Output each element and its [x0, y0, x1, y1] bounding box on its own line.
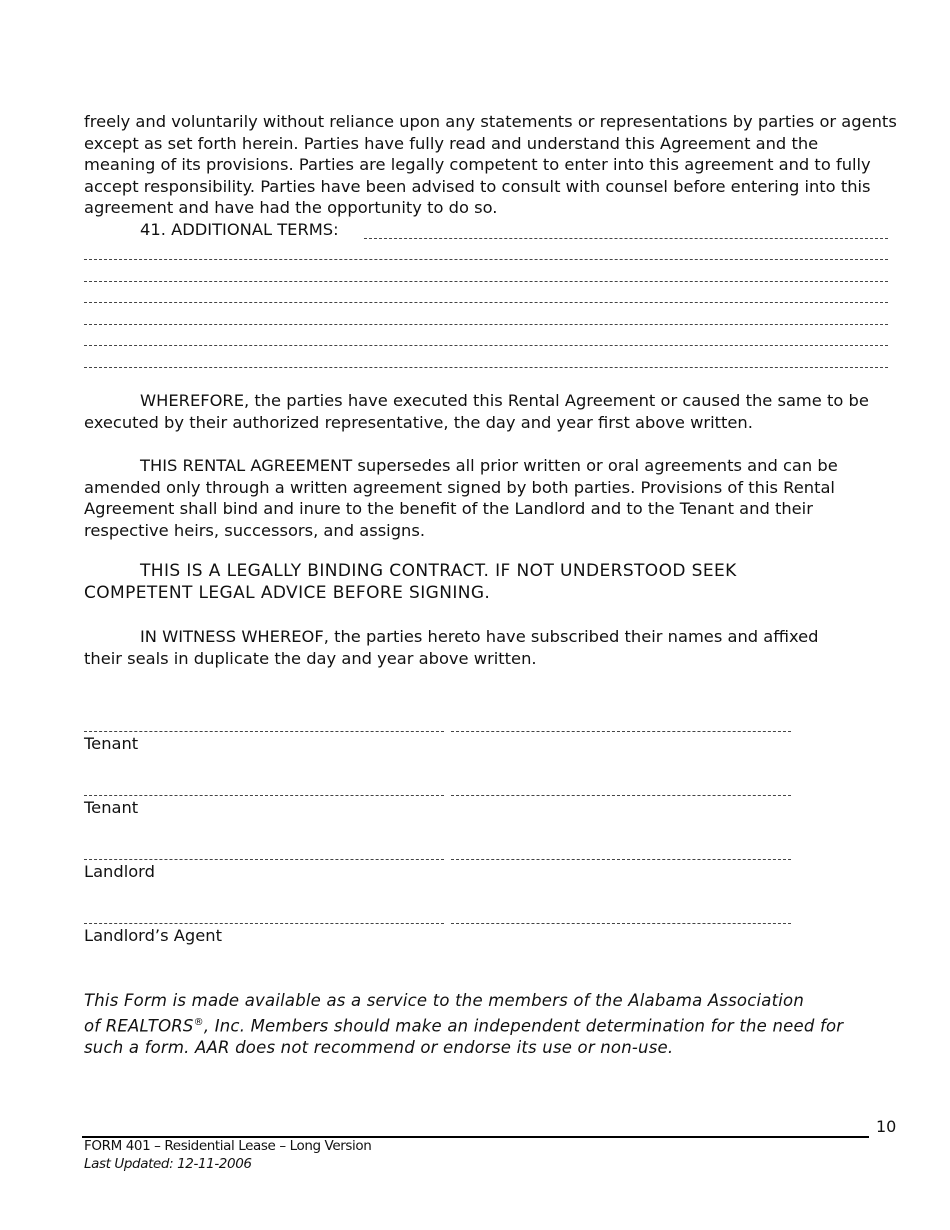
disclaimer-text: of REALTORS [84, 1016, 194, 1035]
signature-line[interactable] [84, 731, 444, 732]
additional-terms-label: 41. ADDITIONAL TERMS: [140, 220, 339, 239]
witness-line: their seals in duplicate the day and year above written. [84, 648, 537, 668]
additional-terms-line[interactable] [84, 367, 888, 368]
signature-label-tenant: Tenant [84, 734, 139, 753]
additional-terms-line[interactable] [84, 345, 888, 346]
disclaimer-line: This Form is made available as a service to the members of the Alabama Association [84, 991, 805, 1010]
wherefore-line: WHEREFORE, the parties have executed this Rental Agreement or caused the same to be [140, 391, 869, 410]
signature-line[interactable] [84, 795, 444, 796]
additional-terms-line[interactable] [84, 302, 888, 303]
page-number: 10 [876, 1117, 897, 1136]
signature-label-landlord-agent: Landlord’s Agent [84, 926, 222, 945]
wherefore-paragraph [84, 390, 894, 433]
intro-line: freely and voluntarily without reliance upon any statements or representations by parties or agents [84, 112, 897, 131]
binding-contract-notice [84, 561, 894, 604]
intro-line: agreement and have had the opportunity to do so. [84, 198, 498, 217]
additional-terms-line[interactable] [84, 259, 888, 260]
intro-line: meaning of its provisions. Parties are legally competent to enter into this agreement and to fully [84, 155, 871, 174]
date-line[interactable] [451, 859, 791, 860]
date-line[interactable] [451, 923, 791, 924]
disclaimer [84, 990, 894, 1058]
binding-line: THIS IS A LEGALLY BINDING CONTRACT. IF NOT UNDERSTOOD SEEK [140, 561, 737, 581]
wherefore-line: executed by their authorized representative, the day and year first above written. [84, 412, 753, 432]
date-line[interactable] [451, 795, 791, 796]
date-line[interactable] [451, 731, 791, 732]
signature-line[interactable] [84, 859, 444, 860]
intro-line: accept responsibility. Parties have been advised to consult with counsel before entering into this [84, 176, 871, 196]
witness-line: IN WITNESS WHEREOF, the parties hereto have subscribed their names and affixed [140, 627, 819, 646]
supersedes-line: THIS RENTAL AGREEMENT supersedes all prior written or oral agreements and can be [140, 456, 838, 475]
additional-terms-line[interactable] [84, 281, 888, 282]
supersedes-line: Agreement shall bind and inure to the benefit of the Landlord and to the Tenant and their [84, 499, 813, 518]
supersedes-line: amended only through a written agreement signed by both parties. Provisions of this Rental [84, 477, 835, 497]
supersedes-line: respective heirs, successors, and assigns. [84, 520, 426, 540]
disclaimer-text: , Inc. Members should make an independent determination for the need for [203, 1016, 844, 1035]
disclaimer-line: such a form. AAR does not recommend or endorse its use or non-use. [84, 1037, 674, 1057]
witness-paragraph [84, 626, 894, 669]
signature-line[interactable] [84, 923, 444, 924]
footer-last-updated: Last Updated: 12-11-2006 [84, 1156, 252, 1172]
intro-line: except as set forth herein. Parties have fully read and understand this Agreement and the [84, 133, 819, 153]
disclaimer-line [84, 1012, 894, 1037]
additional-terms-line[interactable] [84, 324, 888, 325]
binding-line: COMPETENT LEGAL ADVICE BEFORE SIGNING. [84, 582, 491, 603]
intro-paragraph [84, 111, 897, 219]
footer-form-title: FORM 401 – Residential Lease – Long Version [84, 1138, 372, 1154]
signature-label-landlord: Landlord [84, 862, 155, 881]
registered-mark: ® [193, 1016, 204, 1028]
supersedes-paragraph [84, 455, 894, 541]
signature-label-tenant: Tenant [84, 798, 139, 817]
additional-terms-field[interactable] [364, 238, 888, 239]
